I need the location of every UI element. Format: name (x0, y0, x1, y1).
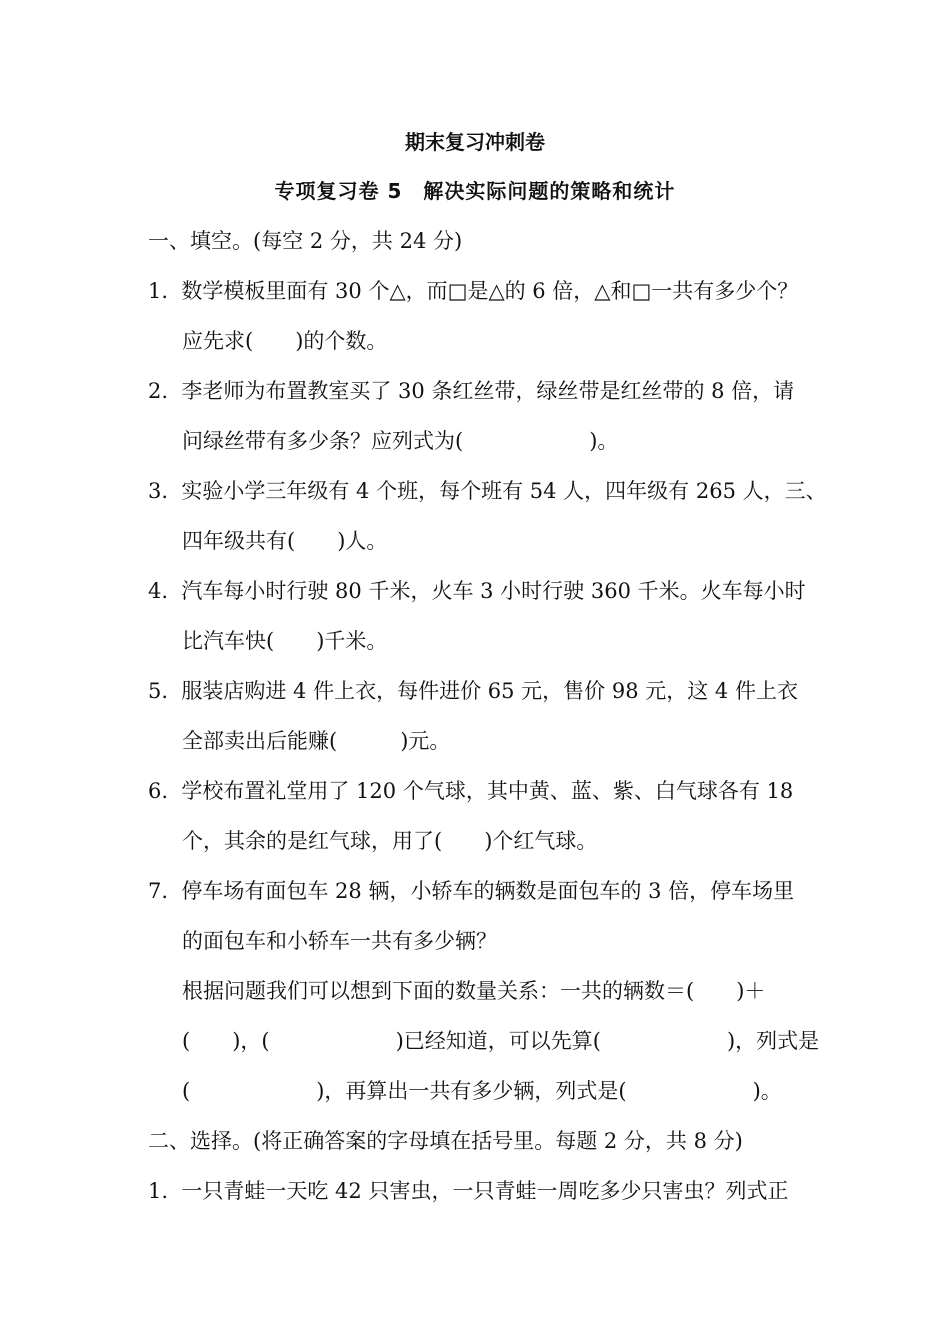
question-1-line-2: 应先求( )的个数。 (182, 329, 388, 353)
question-5-line-1: 5. 服装店购进 4 件上衣，每件进价 65 元，售价 98 元，这 4 件上衣 (148, 679, 798, 703)
section-2-question-1-line-1: 1. 一只青蛙一天吃 42 只害虫，一只青蛙一周吃多少只害虫？列式正 (148, 1179, 789, 1203)
question-6-line-1: 6. 学校布置礼堂用了 120 个气球，其中黄、蓝、紫、白气球各有 18 (148, 779, 794, 803)
question-2-line-1: 2. 李老师为布置教室买了 30 条红丝带，绿丝带是红丝带的 8 倍，请 (148, 379, 795, 403)
section-2-heading: 二、选择。(将正确答案的字母填在括号里。每题 2 分，共 8 分) (148, 1129, 743, 1153)
question-7-line-4: ( )，( )已经知道，可以先算( )，列式是 (182, 1029, 820, 1053)
question-3-line-2: 四年级共有( )人。 (182, 529, 388, 553)
question-3-line-1: 3. 实验小学三年级有 4 个班，每个班有 54 人，四年级有 265 人，三、 (148, 479, 827, 503)
question-7-line-5: ( )，再算出一共有多少辆，列式是( )。 (182, 1079, 782, 1103)
section-1-heading: 一、填空。(每空 2 分，共 24 分) (148, 229, 463, 253)
question-5-line-2: 全部卖出后能赚( )元。 (182, 729, 451, 753)
question-7-line-1: 7. 停车场有面包车 28 辆，小轿车的辆数是面包车的 3 倍，停车场里 (148, 879, 795, 903)
question-7-line-2: 的面包车和小轿车一共有多少辆？ (182, 929, 497, 953)
question-7-line-3: 根据问题我们可以想到下面的数量关系：一共的辆数＝( )＋ (182, 979, 766, 1003)
question-2-line-2: 问绿丝带有多少条？应列式为( )。 (182, 429, 619, 453)
question-1-line-1: 1. 数学模板里面有 30 个△，而□是△的 6 倍，△和□一共有多少个？ (148, 279, 799, 303)
question-4-line-1: 4. 汽车每小时行驶 80 千米，火车 3 小时行驶 360 千米。火车每小时 (148, 579, 806, 603)
page-subtitle: 专项复习卷 5 解决实际问题的策略和统计 (274, 179, 676, 203)
question-4-line-2: 比汽车快( )千米。 (182, 629, 388, 653)
question-6-line-2: 个，其余的是红气球，用了( )个红气球。 (182, 829, 598, 853)
page-title: 期末复习冲刺卷 (405, 130, 545, 154)
